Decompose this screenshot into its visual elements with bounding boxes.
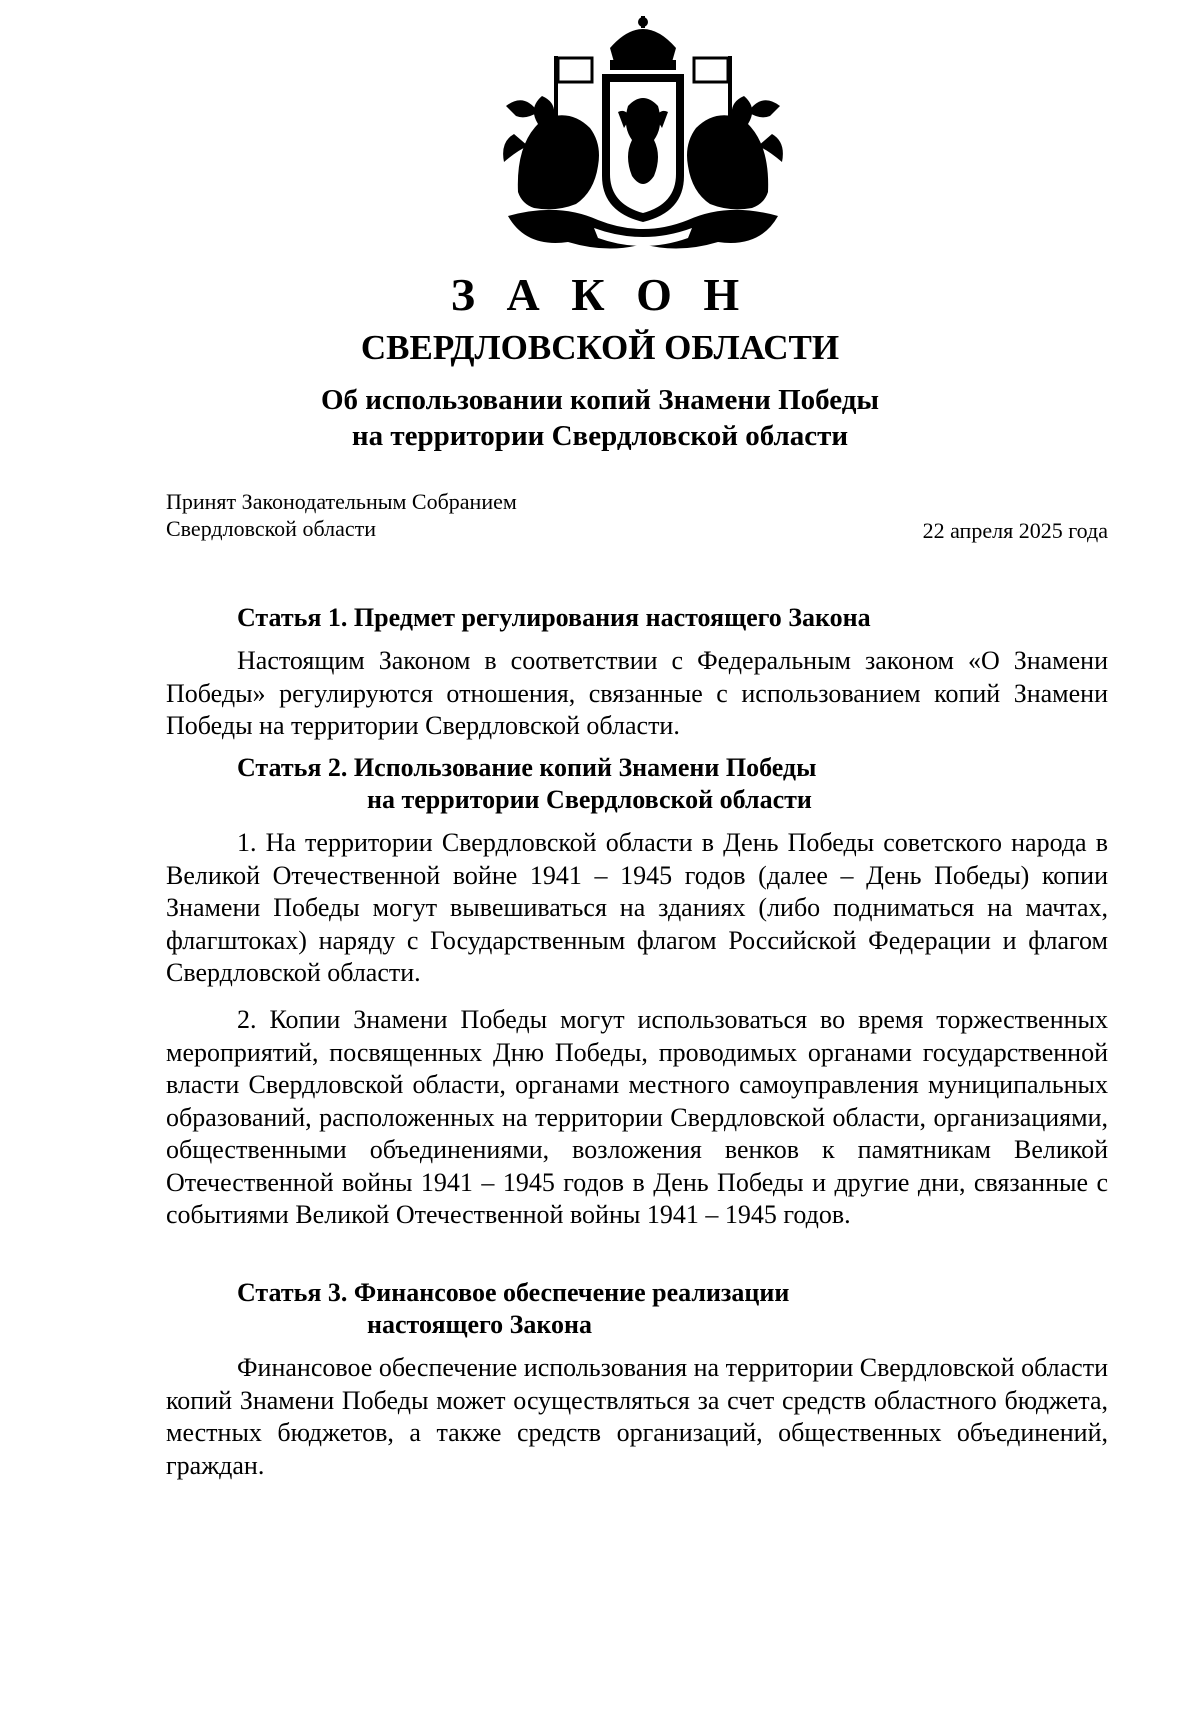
article-1-paragraph: Настоящим Законом в соответствии с Федеральным законом «О Знамени Победы» регулируются отношения, связанные с использованием копий Знамени Победы на территории Свердловской области. <box>166 646 1108 740</box>
article-3-heading-line-2: настоящего Закона <box>367 1310 593 1339</box>
article-3-heading <box>237 1277 789 1341</box>
article-2-heading <box>237 752 816 816</box>
law-subject-title <box>0 382 1200 454</box>
region-title: СВЕРДЛОВСКОЙ ОБЛАСТИ <box>360 328 840 367</box>
article-3-heading-line-1: Статья 3. Финансовое обеспечение реализации <box>237 1278 790 1307</box>
law-subject-line-2: на территории Свердловской области <box>351 420 849 452</box>
adoption-authority <box>166 488 517 542</box>
coat-of-arms-icon <box>498 16 788 254</box>
article-2-heading-line-2: на территории Свердловской области <box>367 785 812 814</box>
article-1-heading <box>237 602 871 634</box>
adoption-line-1: Принят Законодательным Собранием <box>166 489 517 514</box>
article-1-heading-line-1: Статья 1. Предмет регулирования настоящего Закона <box>237 603 871 632</box>
article-3-paragraph: Финансовое обеспечение использования на территории Свердловской области копий Знамени Победы может осуществляться за счет средств областного бюджета, местных бюджетов, а также средств организаций, общественных объединений, граждан. <box>166 1353 1108 1480</box>
article-3-body <box>166 1352 1108 1482</box>
article-2-heading-line-1: Статья 2. Использование копий Знамени Победы <box>237 753 817 782</box>
adoption-date: 22 апреля 2025 года <box>922 518 1108 543</box>
article-2-paragraph-1: 1. На территории Свердловской области в День Победы советского народа в Великой Отечественной войне 1941 – 1945 годов (далее – День Победы) копии Знамени Победы могут вывешиваться на зданиях (либо подниматься на мачтах, флагштоках) наряду с Государственным флагом Российской Федерации и флагом Свердловской области. <box>166 828 1108 987</box>
article-2-body <box>166 827 1108 990</box>
document-type-title: З А К О Н <box>450 269 750 320</box>
law-subject-line-1: Об использовании копий Знамени Победы <box>320 384 880 416</box>
article-2-paragraph-2: 2. Копии Знамени Победы могут использоваться во время торжественных мероприятий, посвященных Дню Победы, проводимых органами государственной власти Свердловской области, органами местного самоуправления муниципальных образований, расположенных на территории Свердловской области, организациями, общественными объединениями, возложения венков к памятникам Великой Отечественной войны 1941 – 1945 годов в День Победы и другие дни, связанные с событиями Великой Отечественной войны 1941 – 1945 годов. <box>166 1005 1108 1229</box>
article-2-body-2 <box>166 1004 1108 1232</box>
adoption-line-2: Свердловской области <box>166 516 376 541</box>
article-1-body <box>166 645 1108 743</box>
